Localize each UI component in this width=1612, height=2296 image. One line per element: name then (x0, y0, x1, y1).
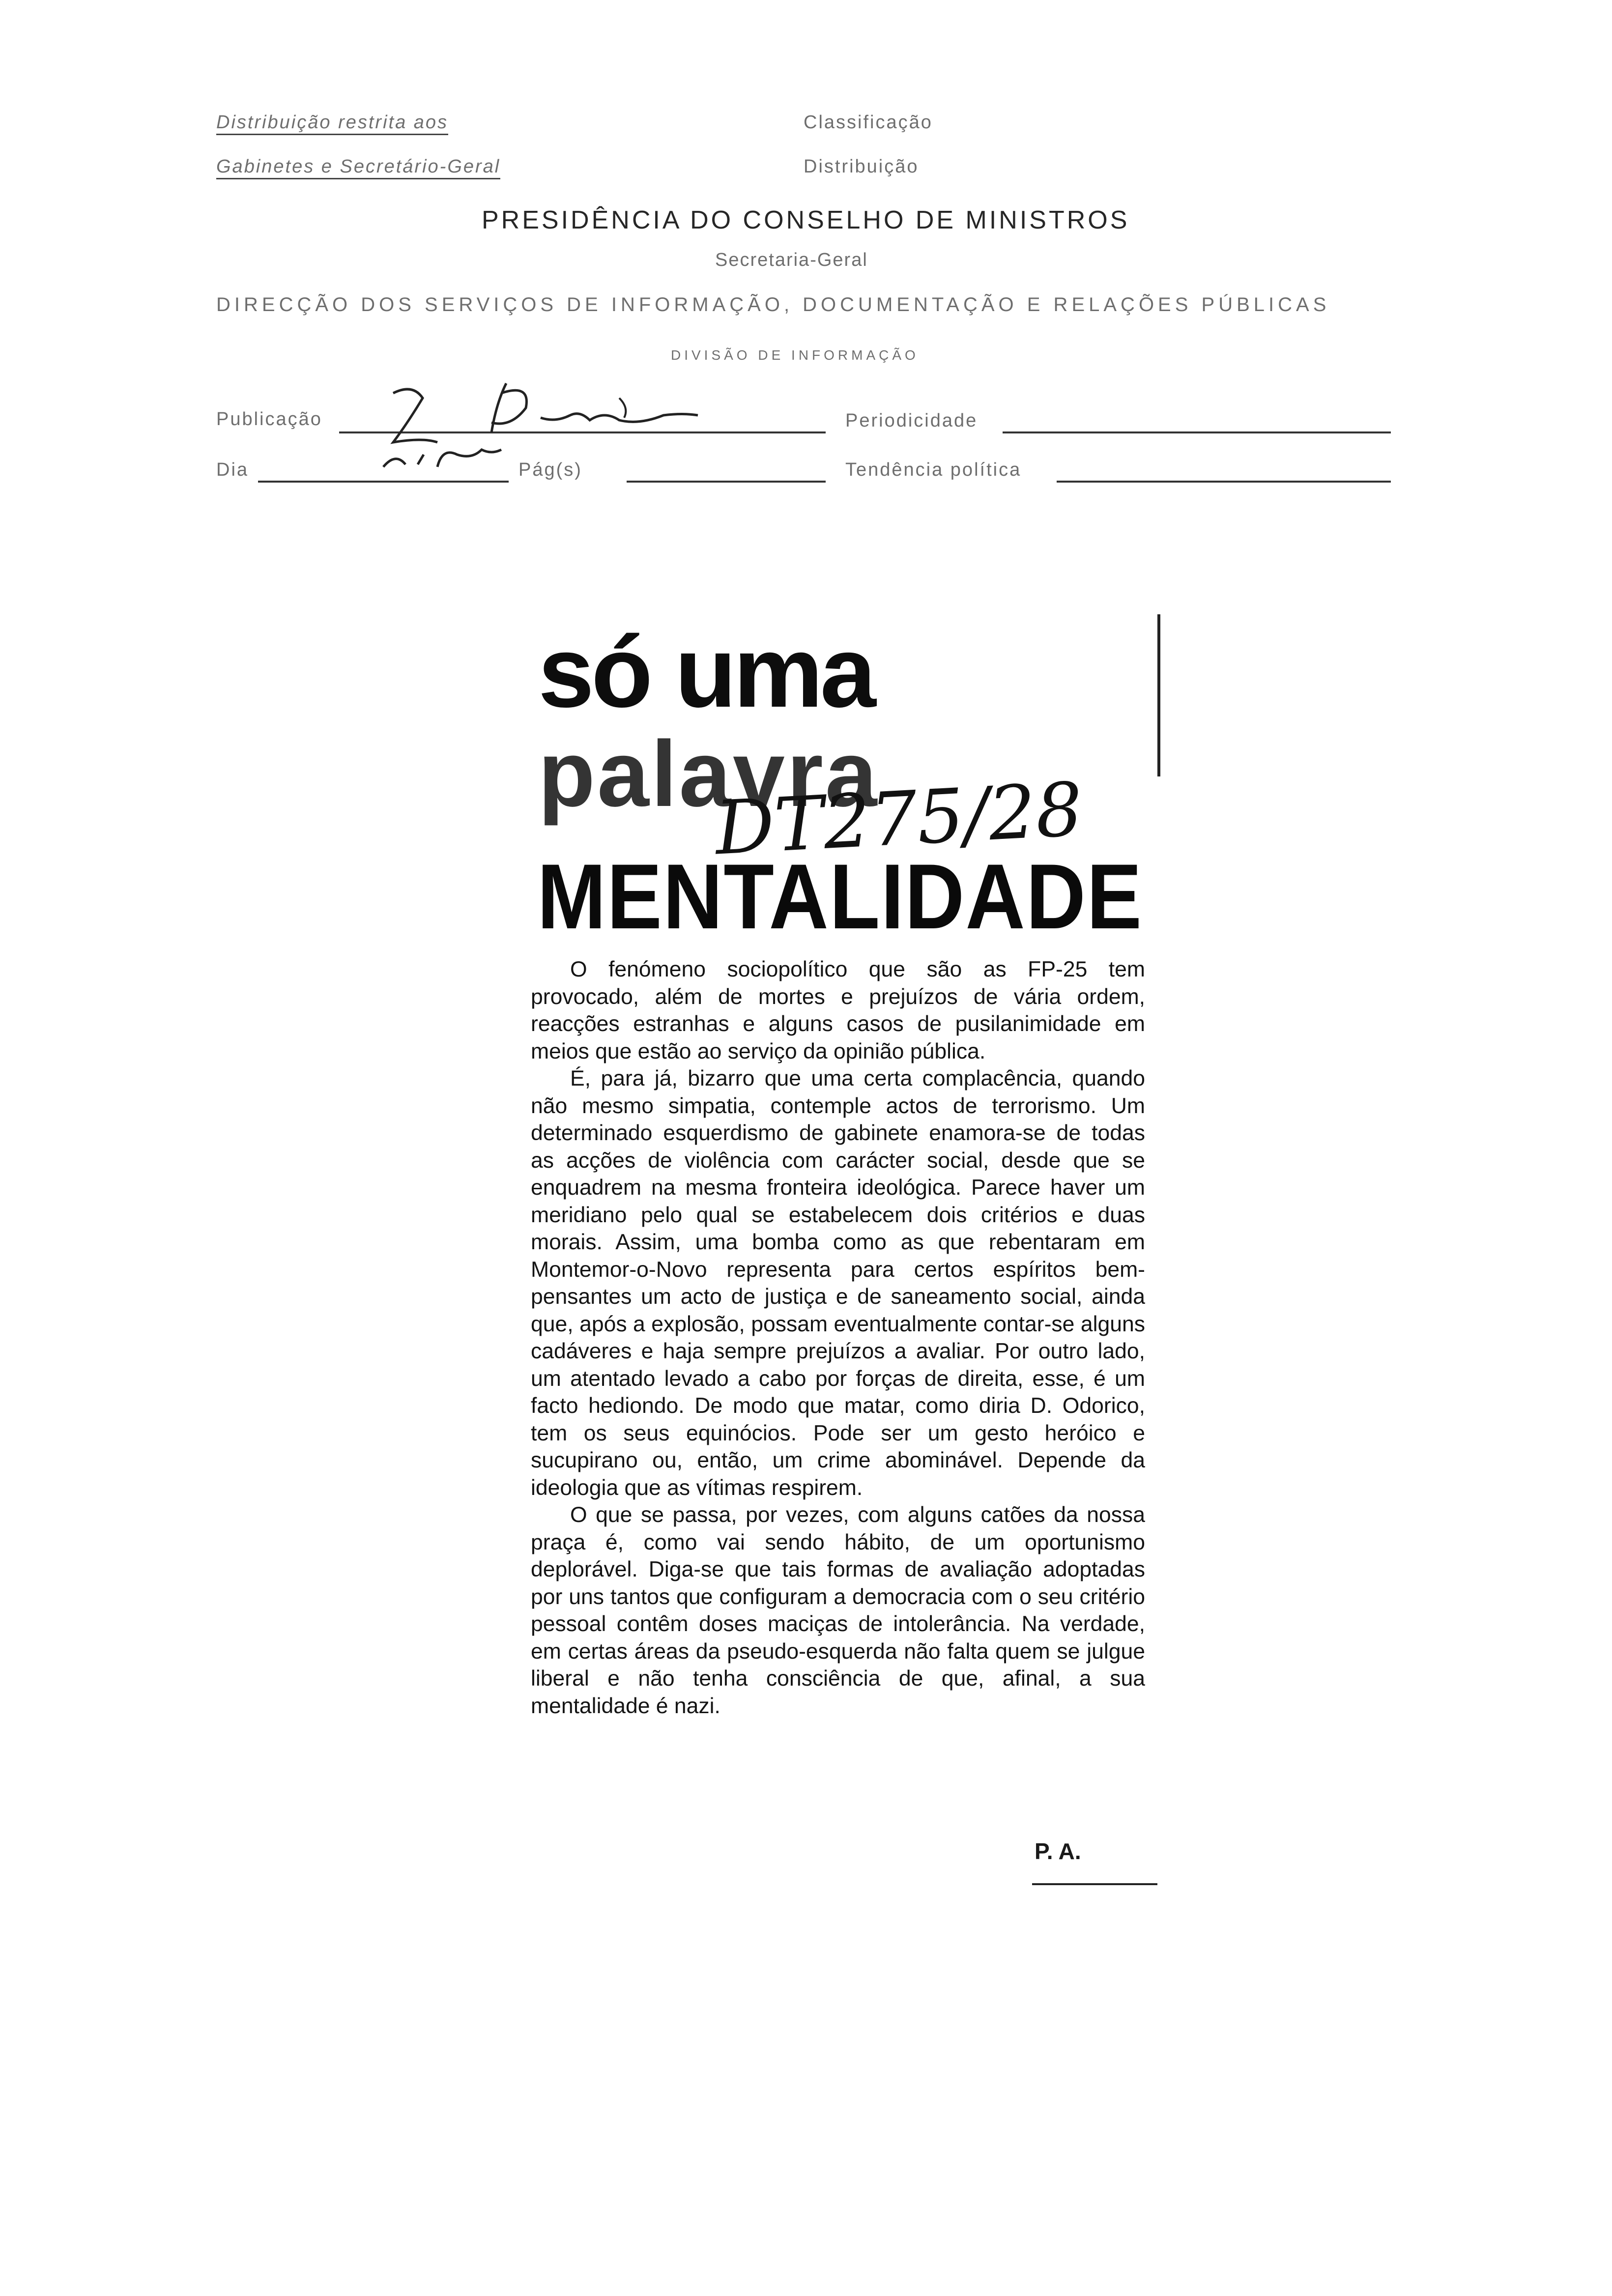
article-paragraph: O fenómeno sociopolítico que são as FP-25 tem provocado, além de mortes e prejuízos de vária ordem, reacções estranhas e alguns casos de pusilanimidade em meios que estão ao serviço da opinião pública. (531, 957, 1145, 1063)
division-title: DIVISÃO DE INFORMAÇÃO (671, 347, 919, 363)
cabinets-text: Gabinetes e Secretário-Geral (216, 156, 500, 179)
column-rule (1157, 614, 1160, 776)
headline-line-3: MENTALIDADE (537, 844, 1143, 948)
distribution-restricted-text: Distribuição restrita aos (216, 112, 448, 135)
publication-label: Publicação (216, 409, 322, 430)
periodicity-label: Periodicidade (845, 410, 978, 431)
day-label: Dia (216, 459, 249, 480)
periodicity-line (1003, 431, 1391, 433)
author-signature: P. A. (1035, 1838, 1081, 1864)
pages-label: Pág(s) (518, 459, 582, 480)
distribution-label: Distribuição (804, 156, 919, 177)
article-paragraph: É, para já, bizarro que uma certa complacência, quando não mesmo simpatia, contemple actos de terrorismo. Um determinado esquerdismo de gabinete enamora-se de todas as acções de violência com carácter social, desde que se enquadrem na mesma fronteira ideológica. Parece haver um meridiano pelo qual se estabelecem dois critérios e duas morais. Assim, uma bomba como as que rebentaram em Montemor-o-Novo representa para certos espíritos bem-pensantes um acto de justiça e de saneamento social, ainda que, após a explosão, possam eventualmente contar-se alguns cadáveres e haja sempre prejuízos a avaliar. Por outro lado, um atentado levado a cabo por forças de direita, esse, é um facto hediondo. De modo que matar, como diria D. Odorico, tem os seus equinócios. Pode ser um gesto heróico e sucupirano ou, então, um crime abominável. Depende da ideologia que as vítimas respirem. (531, 1066, 1145, 1500)
handwritten-publication-signature (354, 364, 718, 491)
directorate-title: DIRECÇÃO DOS SERVIÇOS DE INFORMAÇÃO, DOCUMENTAÇÃO E RELAÇÕES PÚBLICAS (216, 294, 1330, 316)
headline-line-2: palavra (538, 722, 879, 826)
presidency-title: PRESIDÊNCIA DO CONSELHO DE MINISTROS (482, 206, 1130, 234)
headline-line-1: só uma (538, 616, 873, 728)
handwritten-reference: DT275/28 (713, 767, 1085, 872)
article-body (531, 956, 1145, 1720)
political-tendency-line (1057, 481, 1391, 483)
political-tendency-label: Tendência política (845, 459, 1022, 480)
secretariat-subtitle: Secretaria-Geral (715, 250, 868, 270)
classification-label: Classificação (804, 112, 933, 133)
signature-rule (1032, 1883, 1157, 1885)
article-paragraph: O que se passa, por vezes, com alguns catões da nossa praça é, como vai sendo hábito, de um oportunismo deplorável. Diga-se que tais formas de avaliação adoptadas por uns tantos que configuram a democracia com o seu critério pessoal contêm doses maciças de intolerância. Na verdade, em certas áreas da pseudo-esquerda não falta quem se julgue liberal e não tenha consciência de que, afinal, a sua mentalidade é nazi. (531, 1503, 1145, 1718)
